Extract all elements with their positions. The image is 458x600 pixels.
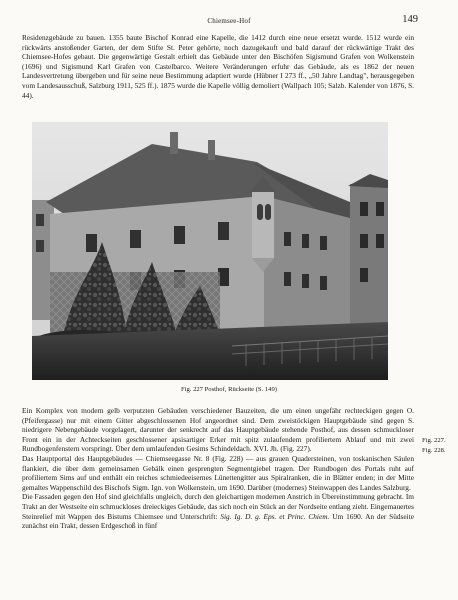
final-text: Um 1690. An der Südseite zunächst ein Trakt, dessen Erdgeschoß in fünf: [22, 511, 415, 531]
figure-caption: Fig. 227 Posthof, Rückseite (S. 149): [181, 386, 277, 393]
body-paragraph-3: [22, 492, 414, 530]
posthof-photograph: [32, 122, 388, 380]
top-paragraph: Residenzgebäude zu bauen. 1355 baute Bischof Konrad eine Kapelle, die 1412 durch eine neue ersetzt wurde. 1512 wurde ein rückwärts anstoßender Garten, der dem Stifte St. Peter gehörte, noch dazugekauft und bald darauf der rückwärtige Trakt des Chiemsee-Hofes gebaut. Die gegenwärtige Gestalt erhielt das Gebäude unter den Bischöfen Sigismund Grafen von Wolkenstein (1696) und Sigismund Karl Grafen von Castelbarco. Weitere Veränderungen erfuhr das Gebäude, als es 1862 der neuen Landesvertretung übergeben und für seine neue Bestimmung adaptiert wurde (Hübner I 273 ff., „50 Jahre Landtag", herausgegeben vom Landesausschuß, Salzburg 1911, 525 ff.). 1875 wurde die Kapelle völlig demoliert (Wallpach 105; Salzb. Kalender von 1876, S. 44).: [22, 33, 414, 100]
running-head-title: Chiemsee-Hof: [207, 17, 251, 25]
margin-note-fig-227: Fig. 227.: [422, 437, 446, 444]
body-paragraph-3-text: Die Fassaden gegen den Hof sind gleichfalls ungleich, durch den gleichartigen modernen Anstrich in Übereinstimmung gebracht. Im Trakt an der Westseite ein schmuckloses dreieckiges Gebäude, das sich noch ein Stück an der Nordseite entlang zieht. Eingemauertes Steinrelief mit Wappen des Bistums Chiemsee und Unterschrift:: [22, 492, 414, 521]
top-paragraph-block: [22, 33, 414, 100]
running-head: [0, 14, 458, 28]
body-text-block: [22, 406, 414, 531]
figure-photo: [32, 122, 388, 380]
margin-notes: [422, 436, 456, 455]
body-paragraph-2: Das Hauptportal des Hauptgebäudes — Chiemseegasse Nr. 8 (Fig. 228) — aus grauen Quadersteinen, von toskanischen Säulen flankiert, die über dem gemeinsamen Gebälk einen gesprengten Segmentgiebel tragen. Der Rundbogen des Portals ruht auf profiliertem Sims auf und enthält ein reiches schmiedeeisernes Lünettengitter aus Spiralranken, die in Blätter enden; in der Mitte gemaltes Wappenschild des Bischofs Sigm. Ign. von Wolkenstein, um 1690. Darüber (modernes) Steinwappen des Landes Salzburg.: [22, 453, 414, 492]
inscription-text: Sig. Ig. D. g. Eps. et Princ. Chiem.: [220, 511, 330, 521]
page-number: 149: [402, 14, 418, 25]
body-paragraph-1: Ein Komplex von modern gelb verputzten Gebäuden verschiedener Bauzeiten, die um einen ungefähr rechteckigen gegen O. (Pfeifergasse) nur mit einem Gitter abgeschlossenen Hof angeordnet sind. Dem zweistöckigen Hauptgebäude sind gegen S. niedrigere Nebengebäude vorgelagert, darunter der senkrecht auf das Hauptgebäude stehende Posthof, aus dessen schmuckloser Front ein in der Achteckseiten geschlossener apsisartiger Erker mit spitz zulaufendem profiliertem Ablauf und mit zwei Rundbogenfenstern vorspringt. Über dem umlaufenden Gesims Schindeldach. XVI. Jh. (Fig. 227).: [22, 406, 414, 454]
margin-note-fig-228: Fig. 228.: [422, 446, 446, 454]
